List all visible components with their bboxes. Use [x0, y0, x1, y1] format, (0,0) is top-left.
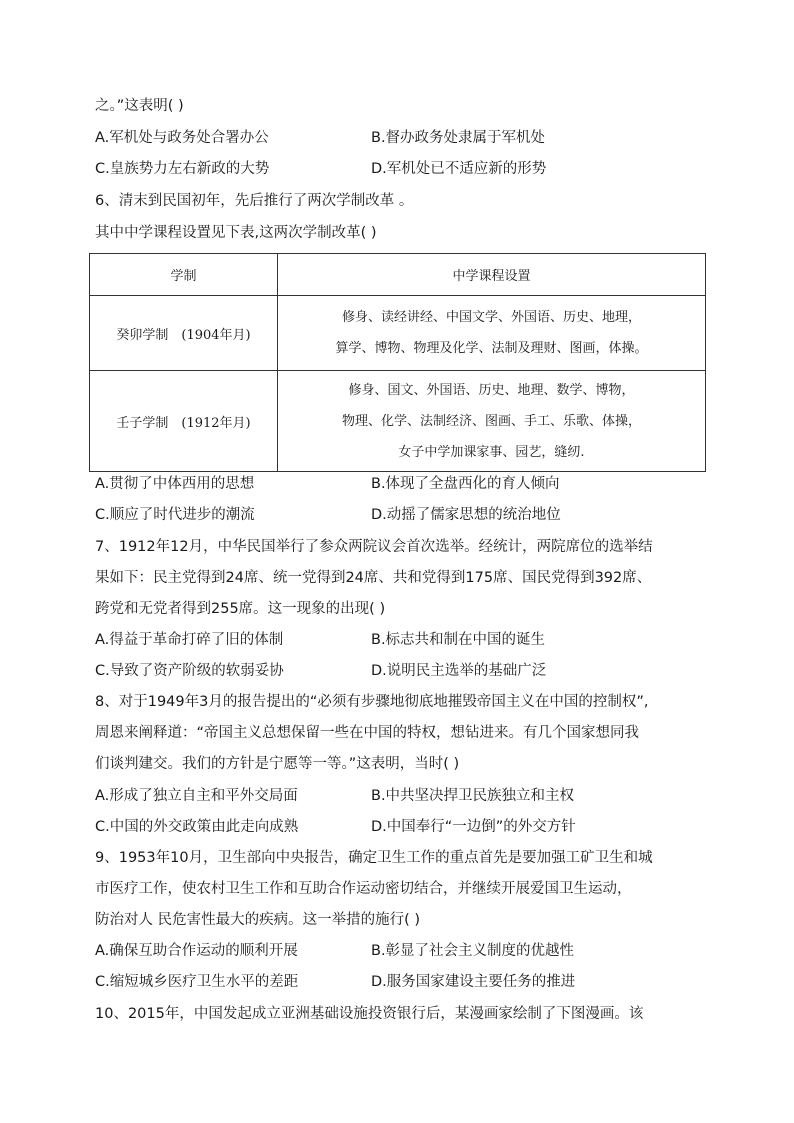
q8-option-d[interactable]: D.中国奉行“一边倒”的外交方针: [371, 819, 576, 835]
table-row: [90, 296, 706, 371]
q5-option-c[interactable]: C.皇族势力左右新政的大势: [95, 161, 270, 177]
q6-option-b[interactable]: B.体现了全盘西化的育人倾向: [371, 476, 560, 492]
q9-stem-line-3: 防治对人 民危害性最大的疾病。这一举措的施行( ): [95, 912, 421, 928]
q8-option-c[interactable]: C.中国的外交政策由此走向成熟: [95, 819, 299, 835]
q7-option-b[interactable]: B.标志共和制在中国的诞生: [371, 632, 546, 648]
q6-option-a[interactable]: A.贯彻了中体西用的思想: [95, 476, 255, 492]
table-header-row: [90, 254, 706, 296]
q5-options-row-2: [95, 159, 715, 179]
q7-option-c[interactable]: C.导致了资产阶级的软弱妥协: [95, 663, 284, 679]
curriculum-line: 修身、读经讲经、中国文学、外国语、历史、地理，: [341, 310, 641, 325]
q6-options-row-1: [95, 474, 715, 494]
q5-stem-tail: 之。”这表明( ): [95, 98, 184, 114]
q7-stem-line-2: 果如下：民主党得到24席、统一党得到24席、共和党得到175席、国民党得到392席、: [95, 570, 652, 586]
q9-stem-line-1: 9、1953年10月，卫生部向中央报告，确定卫生工作的重点首先是要加强工矿卫生和城: [95, 850, 653, 866]
q6-stem-line-1: 6、清末到民国初年，先后推行了两次学制改革 。: [95, 193, 414, 209]
q10-stem-line-1: 10、2015年，中国发起成立亚洲基础设施投资银行后，某漫画家绘制了下图漫画。该: [95, 1006, 644, 1022]
table-header-system: 学制: [90, 254, 278, 296]
q9-options-row-2: [95, 972, 715, 992]
q5-options-row-1: [95, 128, 715, 148]
q8-option-a[interactable]: A.形成了独立自主和平外交局面: [95, 788, 298, 804]
q9-stem-line-2: 市医疗工作，使农村卫生工作和互助合作运动密切结合，并继续开展爱国卫生运动，: [95, 881, 632, 897]
q9-options-row-1: [95, 941, 715, 961]
q7-stem-line-1: 7、1912年12月，中华民国举行了参众两院议会首次选举。经统计，两院席位的选举结: [95, 539, 653, 555]
q6-stem-line-2: 其中中学课程设置见下表,这两次学制改革( ): [95, 225, 377, 241]
q5-option-a[interactable]: A.军机处与政务处合署办公: [95, 130, 269, 146]
q9-option-b[interactable]: B.彰显了社会主义制度的优越性: [371, 943, 575, 959]
curriculum-line: 算学、博物、物理及化学、法制及理财、图画，体操。: [335, 341, 648, 356]
q8-options-row-2: [95, 817, 715, 837]
table-row: [90, 371, 706, 472]
q7-option-a[interactable]: A.得益于革命打碎了旧的体制: [95, 632, 284, 648]
curriculum-line: 物理、化学、法制经济、图画、手工、乐歌、体操，: [341, 413, 641, 429]
q9-option-a[interactable]: A.确保互助合作运动的顺利开展: [95, 943, 298, 959]
q7-options-row-2: [95, 661, 715, 681]
q6-options-row-2: [95, 505, 715, 525]
q8-stem-line-3: 们谈判建交。我们的方针是宁愿等一等。”这表明，当时( ): [95, 756, 460, 772]
curriculum-table: [89, 253, 706, 472]
table-header-curriculum: 中学课程设置: [278, 254, 706, 296]
q5-option-b[interactable]: B.督办政务处隶属于军机处: [371, 130, 546, 146]
table-cell-system-name: 壬子学制 (1912年月): [90, 371, 278, 472]
q6-option-c[interactable]: C.顺应了时代进步的潮流: [95, 507, 255, 523]
q5-option-d[interactable]: D.军机处已不适应新的形势: [371, 161, 547, 177]
q8-option-b[interactable]: B.中共坚决捍卫民族独立和主权: [371, 788, 575, 804]
q9-option-d[interactable]: D.服务国家建设主要任务的推进: [371, 974, 576, 990]
q6-option-d[interactable]: D.动摇了儒家思想的统治地位: [371, 507, 561, 523]
q7-stem-line-3: 跨党和无党者得到255席。这一现象的出现( ): [95, 601, 386, 617]
q9-option-c[interactable]: C.缩短城乡医疗卫生水平的差距: [95, 974, 299, 990]
table-cell-curriculum: [278, 296, 706, 371]
table-cell-curriculum: [278, 371, 706, 472]
curriculum-line: 修身、国文、外国语、历史、地理、数学、博物，: [348, 382, 635, 398]
q7-option-d[interactable]: D.说明民主选举的基础广泛: [371, 663, 547, 679]
curriculum-line: 女子中学加课家事、园艺，缝纫.: [398, 444, 585, 460]
q8-options-row-1: [95, 786, 715, 806]
table-cell-system-name: 癸卯学制 (1904年月): [90, 296, 278, 371]
q7-options-row-1: [95, 630, 715, 650]
q8-stem-line-1: 8、对于1949年3月的报告提出的“必须有步骤地彻底地摧毁帝国主义在中国的控制权”,: [95, 694, 649, 710]
q8-stem-line-2: 周恩来阐释道：“帝国主义总想保留一些在中国的特权，想钻进来。有几个国家想同我: [95, 725, 640, 741]
